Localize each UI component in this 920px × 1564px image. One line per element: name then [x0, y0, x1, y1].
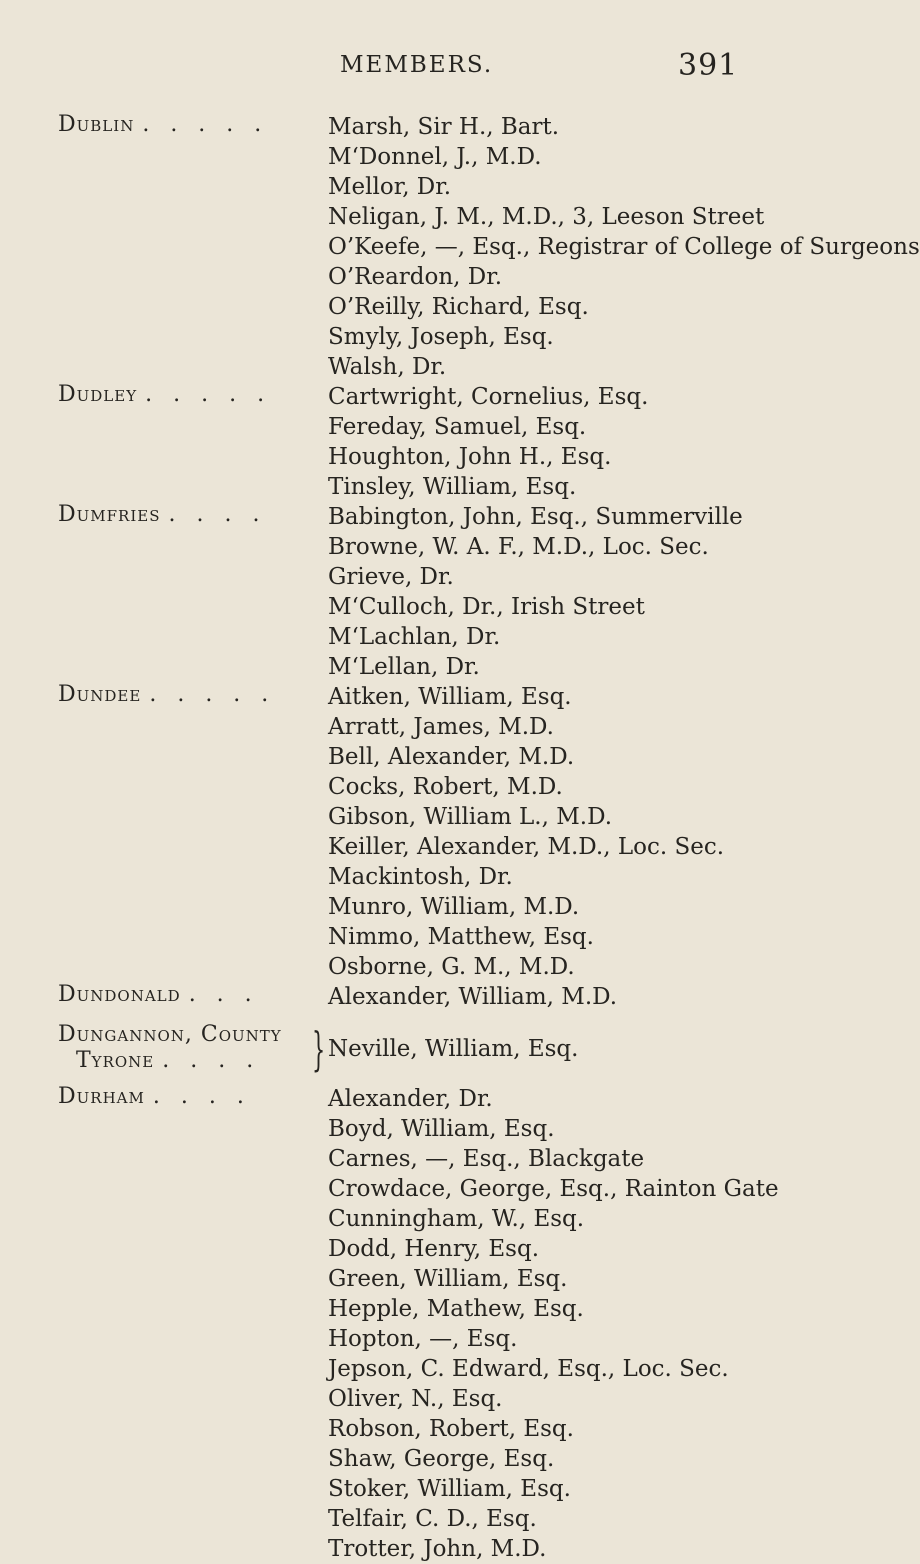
member-list	[328, 112, 920, 382]
member-entry: O’Reilly, Richard, Esq.	[328, 294, 589, 320]
member-entry: Neligan, J. M., M.D., 3, Leeson Street	[328, 204, 765, 230]
member-entry: Neville, William, Esq.	[328, 1036, 579, 1062]
brace-icon: }	[312, 1022, 326, 1076]
member-list	[328, 1084, 788, 1564]
member-entry: Mellor, Dr.	[328, 174, 452, 200]
member-entry: Cunningham, W., Esq.	[328, 1206, 585, 1232]
member-list	[328, 502, 788, 682]
member-entry: Houghton, John H., Esq.	[328, 444, 612, 470]
place-name: Dumfries . . . .	[58, 502, 267, 527]
member-entry: O’Reardon, Dr.	[328, 264, 503, 290]
member-list	[328, 1034, 788, 1064]
place-name: Dundonald . . .	[58, 982, 259, 1007]
page-header	[0, 48, 800, 92]
member-entry: M‘Culloch, Dr., Irish Street	[328, 594, 645, 620]
member-entry: M‘Donnel, J., M.D.	[328, 144, 542, 170]
member-entry: Walsh, Dr.	[328, 354, 447, 380]
place-name: Dublin . . . . .	[58, 112, 269, 137]
member-entry: Boyd, William, Esq.	[328, 1116, 555, 1142]
member-entry: Keiller, Alexander, M.D., Loc. Sec.	[328, 834, 725, 860]
member-list	[328, 682, 788, 982]
place-name: Dungannon, County Tyrone . . . .	[58, 1022, 282, 1073]
member-entry: Dodd, Henry, Esq.	[328, 1236, 540, 1262]
member-entry: Marsh, Sir H., Bart.	[328, 114, 560, 140]
member-entry: O’Keefe, —, Esq., Registrar of College of Surgeons	[328, 234, 920, 260]
member-entry: Mackintosh, Dr.	[328, 864, 513, 890]
member-entry: Gibson, William L., M.D.	[328, 804, 613, 830]
member-entry: Arratt, James, M.D.	[328, 714, 554, 740]
member-entry: Oliver, N., Esq.	[328, 1386, 503, 1412]
place-name: Durham . . . .	[58, 1084, 251, 1109]
member-entry: Stoker, William, Esq.	[328, 1476, 571, 1502]
member-entry: Nimmo, Matthew, Esq.	[328, 924, 594, 950]
page-number: 391	[678, 48, 739, 83]
member-entry: Alexander, William, M.D.	[328, 984, 618, 1010]
member-entry: Grieve, Dr.	[328, 564, 454, 590]
member-entry: M‘Lellan, Dr.	[328, 654, 480, 680]
member-list	[328, 982, 788, 1012]
member-entry: Aitken, William, Esq.	[328, 684, 572, 710]
member-entry: Osborne, G. M., M.D.	[328, 954, 575, 980]
member-entry: Cartwright, Cornelius, Esq.	[328, 384, 649, 410]
member-entry: Telfair, C. D., Esq.	[328, 1506, 537, 1532]
member-entry: Green, William, Esq.	[328, 1266, 568, 1292]
member-entry: Robson, Robert, Esq.	[328, 1416, 574, 1442]
member-entry: Babington, John, Esq., Summerville	[328, 504, 743, 530]
member-entry: Alexander, Dr.	[328, 1086, 493, 1112]
place-name: Dudley . . . . .	[58, 382, 272, 407]
member-entry: Browne, W. A. F., M.D., Loc. Sec.	[328, 534, 709, 560]
member-entry: Trotter, John, M.D.	[328, 1536, 547, 1562]
member-entry: Cocks, Robert, M.D.	[328, 774, 563, 800]
member-entry: Hepple, Mathew, Esq.	[328, 1296, 584, 1322]
member-entry: M‘Lachlan, Dr.	[328, 624, 501, 650]
member-list	[328, 382, 788, 502]
member-entry: Carnes, —, Esq., Blackgate	[328, 1146, 645, 1172]
member-entry: Shaw, George, Esq.	[328, 1446, 555, 1472]
member-entry: Fereday, Samuel, Esq.	[328, 414, 587, 440]
running-title: MEMBERS.	[340, 52, 494, 78]
member-entry: Tinsley, William, Esq.	[328, 474, 577, 500]
member-entry: Smyly, Joseph, Esq.	[328, 324, 554, 350]
member-entry: Munro, William, M.D.	[328, 894, 580, 920]
member-entry: Crowdace, George, Esq., Rainton Gate	[328, 1176, 779, 1202]
place-name: Dundee . . . . .	[58, 682, 276, 707]
member-entry: Jepson, C. Edward, Esq., Loc. Sec.	[328, 1356, 729, 1382]
member-entry: Hopton, —, Esq.	[328, 1326, 518, 1352]
member-entry: Bell, Alexander, M.D.	[328, 744, 575, 770]
